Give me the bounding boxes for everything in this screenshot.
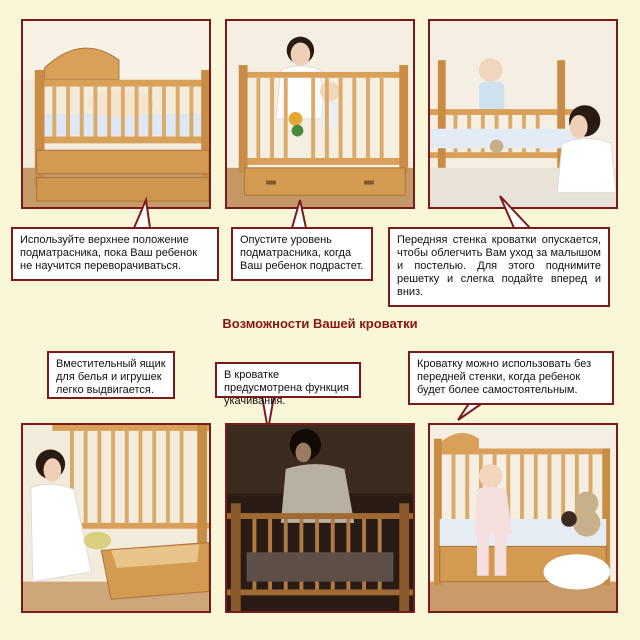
caption-bottom-middle: В кроватке предусмотрена функция укачивания.: [215, 362, 361, 398]
crib-without-front-rail-illustration: [430, 425, 616, 611]
photo-bottom-middle: [225, 423, 415, 613]
caption-top-right: Передняя стенка кроватки опускается, чтобы облегчить Вам уход за малышом и постелью. Для этого поднимите решетку и слегка подайте вперед и вниз.: [388, 227, 610, 307]
caption-top-left: Используйте верхнее положение подматрасника, пока Ваш ребенок не научится переворачиваться.: [11, 227, 219, 281]
section-title: Возможности Вашей кроватки: [222, 316, 418, 331]
photo-bottom-right: [428, 423, 618, 613]
caption-top-middle: Опустите уровень подматрасника, когда Ваш ребенок подрастет.: [231, 227, 373, 281]
caption-bottom-right: Кроватку можно использовать без передней стенки, когда ребенок будет более самостоятельным.: [408, 351, 614, 405]
night-rocking-illustration: [227, 425, 413, 611]
storage-drawer-illustration: [23, 425, 209, 611]
photo-bottom-left: [21, 423, 211, 613]
caption-bottom-left: Вместительный ящик для белья и игрушек легко выдвигается.: [47, 351, 175, 399]
